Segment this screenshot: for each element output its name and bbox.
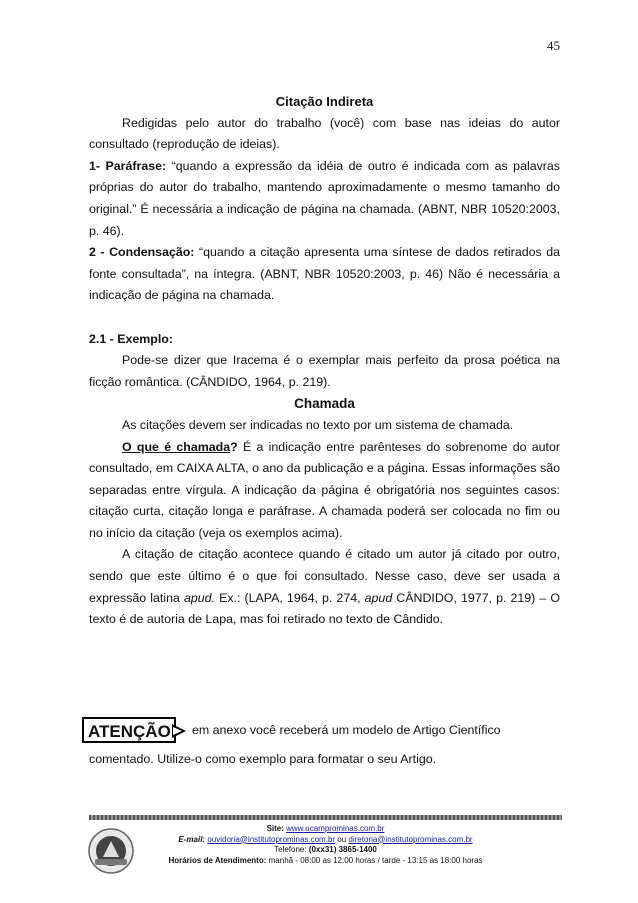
example-text: Pode-se dizer que Iracema é o exemplar mais perfeito da prosa poética na ficção romântica. (CÂNDIDO, 1964, p. 219). bbox=[89, 353, 560, 389]
footer-divider bbox=[89, 815, 562, 820]
email-label: E-mail: bbox=[178, 834, 206, 844]
paragraph-intro: Redigidas pelo autor do trabalho (você) com base nas ideias do autor consultado (reprodução de ideias). bbox=[89, 115, 560, 152]
arrow-right-icon-inner bbox=[173, 727, 182, 735]
site-label: Site: bbox=[266, 824, 284, 833]
attention-label: ATENÇÃO: bbox=[82, 717, 176, 743]
hours-label: Horários de Atendimento: bbox=[168, 855, 267, 865]
attention-text: em anexo você receberá um modelo de Artigo Científico bbox=[192, 723, 501, 737]
apud-italic-1: apud. bbox=[183, 590, 215, 605]
citacao-text-middle: Ex.: (LAPA, 1964, p. 274, bbox=[214, 590, 365, 605]
chamada-definition: É a indicação entre parênteses do sobrenome do autor consultado, em CAIXA ALTA, o ano da publicação e a página. Essas informações são separadas entre vírgula. A indicação da página é obrigatória nos seguintes casos: citação curta, citação longa e paráfrase. A chamada poderá ser colocada no fim ou no início da citação (veja os exemplos acima). bbox=[89, 439, 560, 540]
page-number: 45 bbox=[547, 38, 560, 53]
footer bbox=[89, 824, 562, 866]
citacao-text-before: A citação de citação acontece quando é citado um autor já citado por outro, sendo que este último é o que foi consultado. Nesse caso, deve ser usada a expressão latina bbox=[89, 547, 560, 605]
apud-italic-2: apud bbox=[364, 590, 393, 605]
question-o-que-e-chamada: O que é chamada bbox=[122, 439, 231, 454]
paragraph-citacao-de-citacao bbox=[89, 544, 560, 630]
question-mark: ? bbox=[230, 439, 238, 454]
email-link-ouvidoria[interactable]: ouvidoria@institutoprominas.com.br bbox=[207, 834, 336, 844]
email-separator: ou bbox=[335, 834, 349, 844]
section-heading-citacao-indireta: Citação Indireta bbox=[275, 94, 374, 109]
example-label: 2.1 - Exemplo: bbox=[89, 331, 174, 346]
paragraph-condensacao bbox=[89, 242, 560, 307]
site-link[interactable]: www.ucamprominas.com.br bbox=[286, 824, 385, 833]
phone-label: Telefone: bbox=[274, 845, 307, 854]
paragraph-chamada-intro: As citações devem ser indicadas no texto por um sistema de chamada. bbox=[122, 417, 514, 432]
phone-number: (0xx31) 3865-1400 bbox=[308, 845, 377, 854]
email-link-diretoria[interactable]: diretoria@institutoprominas.com.br bbox=[348, 834, 473, 844]
parafrase-text: “quando a expressão da idéia de outro é indicada com as palavras próprias do autor do trabalho, mantendo aproximadamente o mesmo tamanho do original.” É necessária a indicação de página na chamada. (ABNT, NBR 10520:2003, p. 46). bbox=[89, 158, 561, 238]
document-body bbox=[89, 91, 560, 631]
parafrase-label: 1- Paráfrase: bbox=[89, 158, 167, 173]
attention-callout bbox=[82, 717, 572, 747]
condensacao-text: “quando a citação apresenta uma síntese de dados retirados da fonte consultada”, na íntegra. (ABNT, NBR 10520:2003, p. 46) Não é necessária a indicação de página na chamada. bbox=[89, 245, 560, 303]
footer-phone-line bbox=[89, 845, 562, 856]
footer-hours-line bbox=[89, 856, 562, 867]
paragraph-o-que-e-chamada bbox=[89, 437, 560, 545]
hours-text: manhã - 08:00 as 12:00 horas / tarde - 13:15 as 18:00 horas bbox=[268, 855, 483, 865]
attention-continuation: comentado. Utilize-o como exemplo para formatar o seu Artigo. bbox=[89, 752, 437, 766]
citacao-text-after: CÂNDIDO, 1977, p. 219) – O texto é de autoria de Lapa, mas foi retirado no texto de Cândido. bbox=[89, 590, 560, 627]
spacer bbox=[89, 307, 560, 329]
paragraph-parafrase bbox=[89, 156, 560, 242]
footer-site-line bbox=[89, 824, 562, 835]
condensacao-label: 2 - Condensação: bbox=[89, 245, 195, 260]
footer-email-line bbox=[89, 835, 562, 846]
section-heading-chamada: Chamada bbox=[294, 396, 355, 412]
